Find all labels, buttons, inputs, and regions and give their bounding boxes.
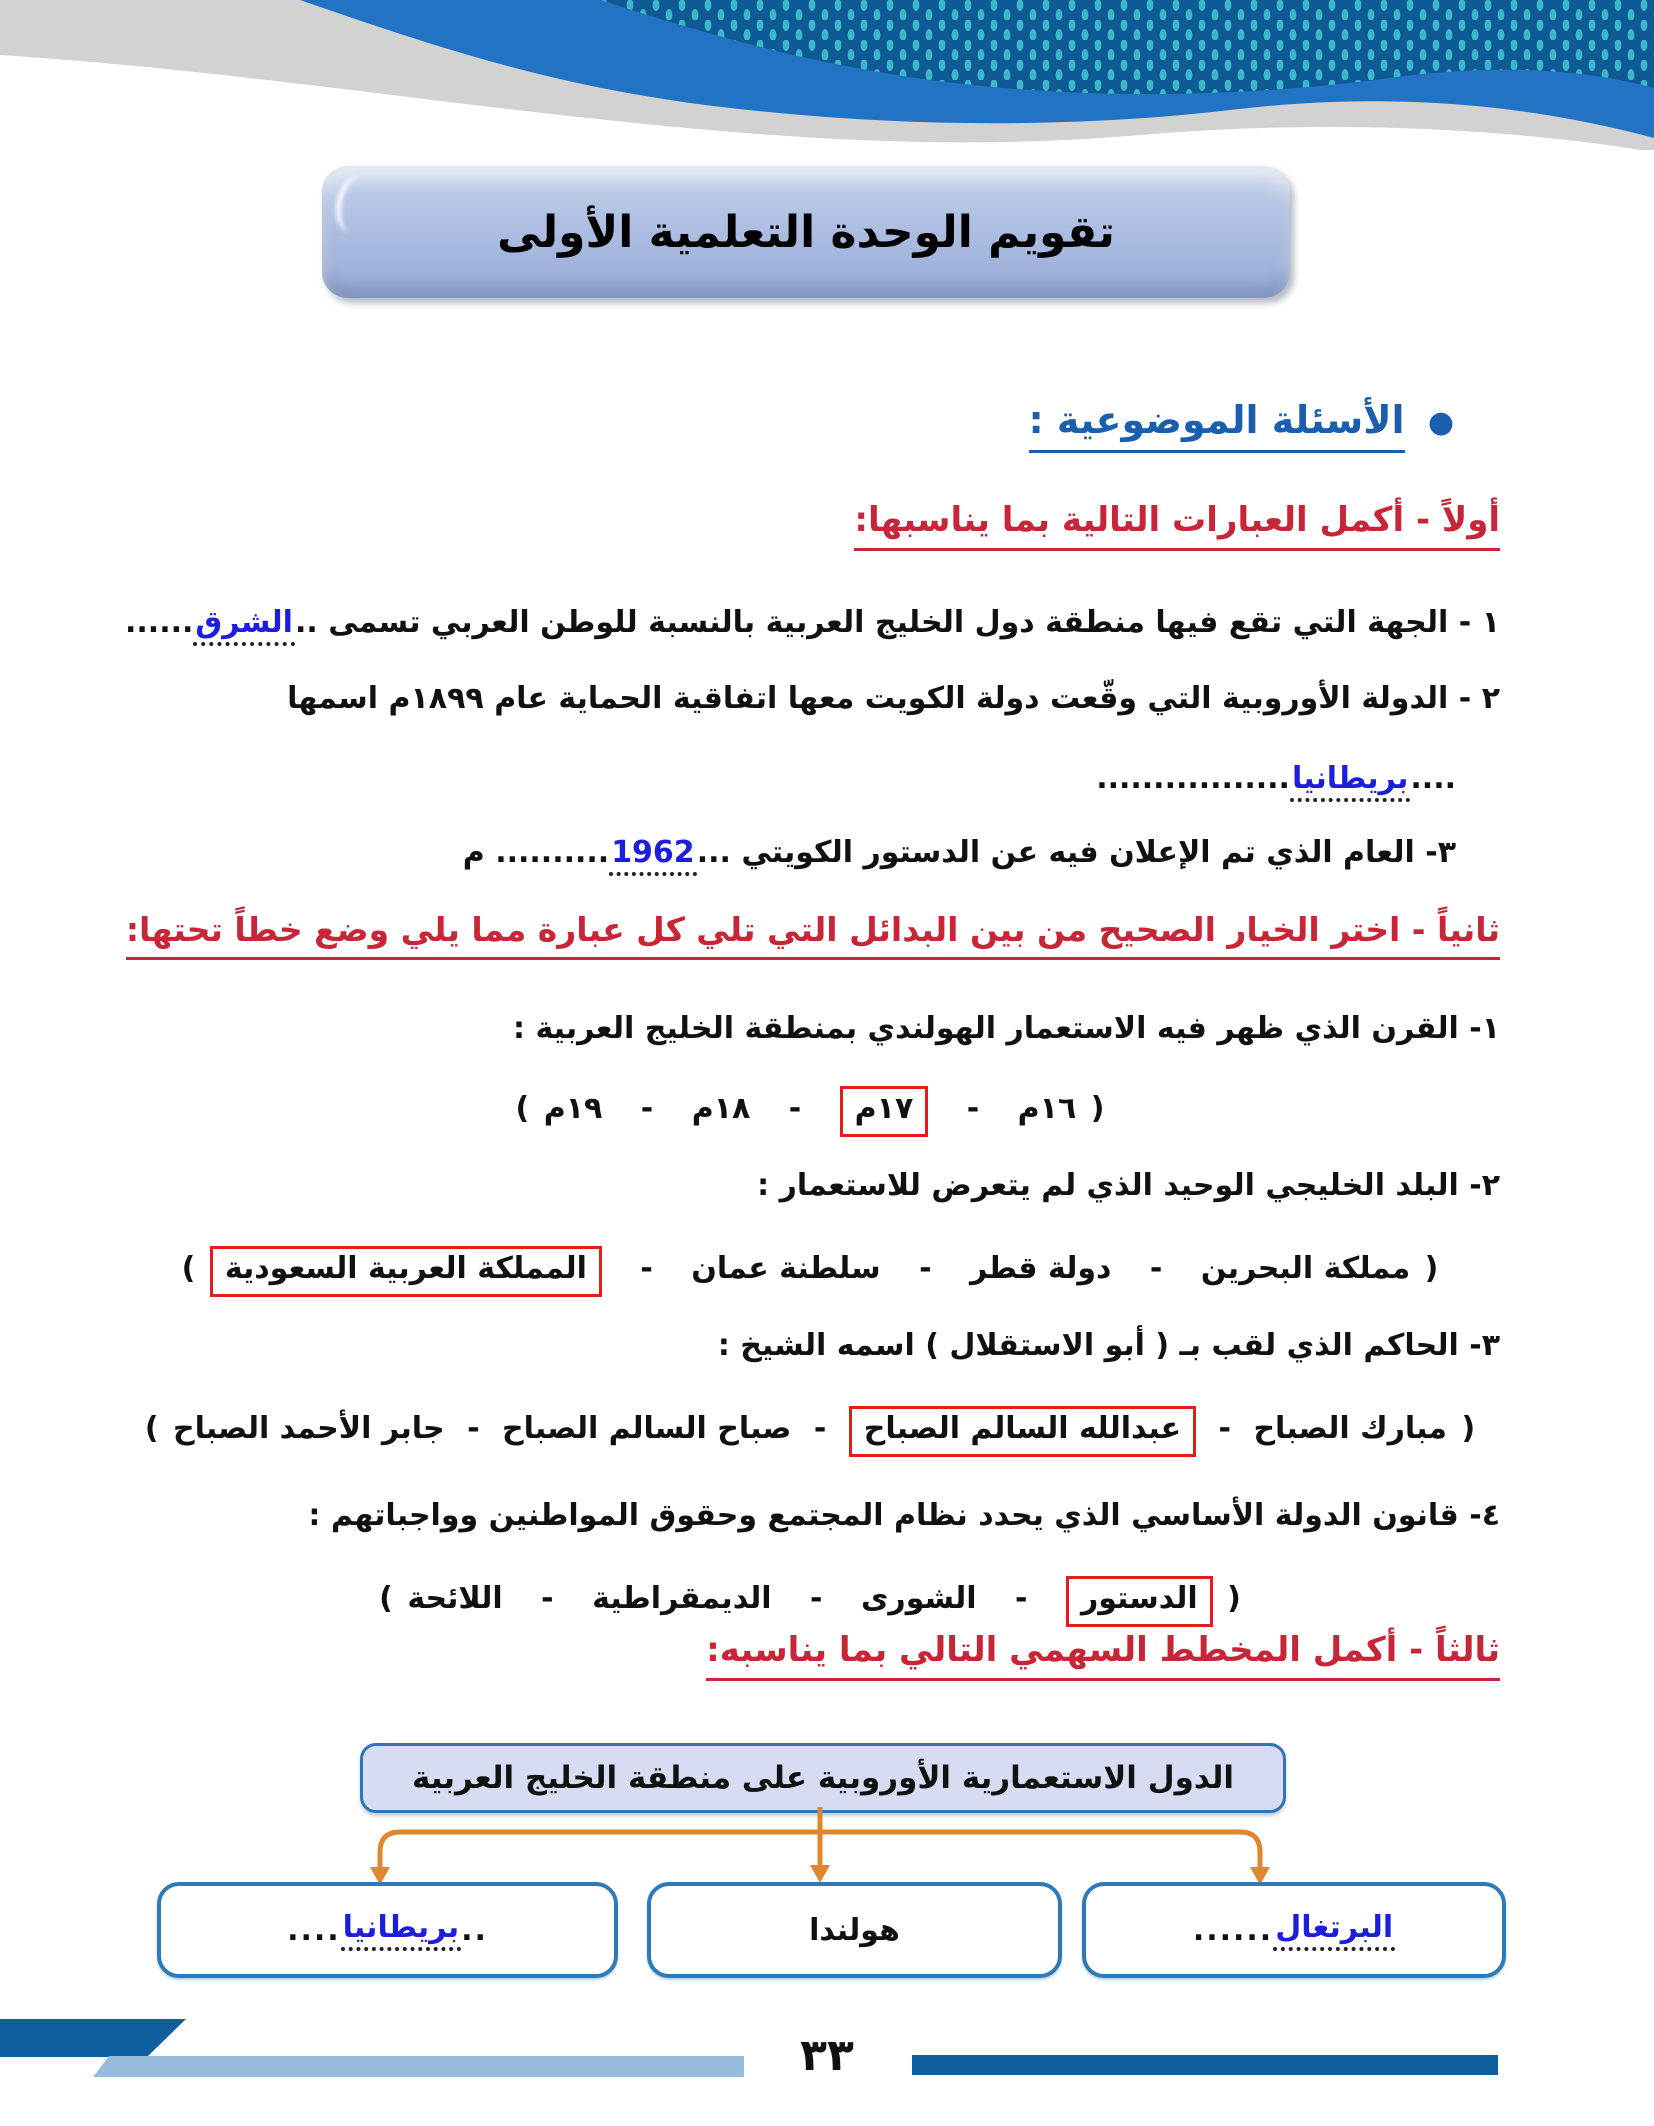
mcq-2-options — [120, 1238, 1500, 1300]
mcq-1-option: ١٩م — [543, 1091, 603, 1126]
section-two-heading: ثانياً - اختر الخيار الصحيح من بين البدائل التي تلي كل عبارة مما يلي وضع خطاً تحتها: — [126, 910, 1500, 949]
dots-leader: .. — [461, 1912, 488, 1948]
close-paren: ) — [379, 1581, 393, 1616]
close-paren: ) — [181, 1251, 196, 1286]
answer-blank-east: الشرق — [193, 605, 295, 646]
question-2-text: ٢ - الدولة الأوروبية التي وقّعت دولة الكويت معها اتفاقية الحماية عام ١٨٩٩م اسمها — [287, 681, 1500, 716]
answer-blank-britain-node: بريطانيا — [341, 1910, 461, 1951]
header-wave-decoration — [0, 0, 1654, 160]
mcq-2 — [120, 1155, 1500, 1217]
mcq-1-option: ١٦م — [1017, 1091, 1077, 1126]
question-2 — [120, 668, 1500, 730]
question-1 — [120, 592, 1500, 654]
page-number: ٣٣ — [800, 2030, 854, 2081]
option-separator: - — [1015, 1581, 1028, 1616]
mcq-3-correct-option: عبدالله السالم الصباح — [849, 1406, 1196, 1457]
option-separator: - — [919, 1251, 932, 1286]
dots-leader: .... — [287, 1912, 341, 1948]
dots-leader: ...... — [125, 605, 194, 640]
dots-leader: .......... — [495, 835, 610, 870]
mcq-3-option: مبارك الصباح — [1253, 1411, 1447, 1446]
mcq-2-option: دولة قطر — [969, 1251, 1112, 1286]
mcq-4 — [120, 1485, 1500, 1547]
flowchart-root-label: الدول الاستعمارية الأوروبية على منطقة الخليج العربية — [411, 1760, 1235, 1796]
unit-title: تقويم الوحدة التعلمية الأولى — [497, 206, 1115, 258]
dots-leader: .. — [294, 605, 318, 640]
mcq-4-option: اللائحة — [407, 1581, 503, 1616]
mcq-1 — [120, 998, 1500, 1060]
mcq-4-correct-option: الدستور — [1066, 1576, 1213, 1627]
flowchart-root-box — [360, 1743, 1286, 1813]
flowchart-node-holland — [647, 1882, 1062, 1978]
mcq-4-text: ٤- قانون الدولة الأساسي الذي يحدد نظام المجتمع وحقوق المواطنين وواجباتهم : — [308, 1498, 1500, 1533]
question-1-text: ١ - الجهة التي تقع فيها منطقة دول الخليج العربية بالنسبة للوطن العربي تسمى — [328, 605, 1500, 640]
dots-leader: ...... — [1192, 1912, 1274, 1948]
open-paren: ( — [1090, 1091, 1105, 1126]
section-one-heading: أولاً - أكمل العبارات التالية بما يناسبها: — [854, 500, 1500, 540]
mcq-3-option: صباح السالم الصباح — [502, 1411, 792, 1446]
flowchart-node-britain — [157, 1882, 618, 1978]
mcq-3-option: جابر الأحمد الصباح — [173, 1411, 445, 1446]
mcq-3-options — [120, 1398, 1500, 1460]
option-separator: - — [788, 1091, 802, 1126]
option-separator: - — [810, 1581, 823, 1616]
footer-dark-bar — [912, 2055, 1498, 2075]
open-paren: ( — [1227, 1581, 1241, 1616]
option-separator: - — [467, 1411, 480, 1446]
close-paren: ) — [144, 1411, 159, 1446]
bullet-icon: ● — [1427, 405, 1454, 440]
mcq-2-correct-option: المملكة العربية السعودية — [210, 1246, 602, 1297]
mcq-2-text: ٢- البلد الخليجي الوحيد الذي لم يتعرض للاستعمار : — [757, 1168, 1500, 1203]
mcq-1-correct-option: ١٧م — [840, 1086, 929, 1137]
mcq-4-options — [120, 1568, 1500, 1630]
question-2-answer-line — [120, 748, 1456, 810]
mcq-2-option: مملكة البحرين — [1200, 1251, 1411, 1286]
mcq-4-option: الديمقراطية — [592, 1581, 772, 1616]
flowchart-node-portugal — [1082, 1882, 1506, 1978]
answer-blank-portugal: البرتغال — [1273, 1910, 1395, 1951]
question-3-text: ٣- العام الذي تم الإعلان فيه عن الدستور الكويتي — [741, 835, 1456, 870]
option-separator: - — [1218, 1411, 1231, 1446]
node-holland-label: هولندا — [809, 1912, 900, 1948]
option-separator: - — [966, 1091, 980, 1126]
answer-blank-1962: 1962 — [609, 835, 697, 876]
open-paren: ( — [1461, 1411, 1476, 1446]
objective-questions-label: الأسئلة الموضوعية : — [1029, 398, 1405, 453]
open-paren: ( — [1424, 1251, 1439, 1286]
question-3 — [120, 822, 1456, 884]
close-paren: ) — [515, 1091, 530, 1126]
section-three-heading: ثالثاً - أكمل المخطط السهمي التالي بما يناسبه: — [706, 1630, 1500, 1670]
question-3-suffix: م — [462, 835, 485, 870]
mcq-3 — [120, 1315, 1500, 1377]
objective-questions-heading — [1029, 398, 1455, 442]
unit-title-box — [322, 166, 1290, 298]
mcq-3-text: ٣- الحاكم الذي لقب بـ ( أبو الاستقلال ) اسمه الشيخ : — [717, 1328, 1500, 1363]
option-separator: - — [813, 1411, 827, 1446]
mcq-2-option: سلطنة عمان — [691, 1251, 881, 1286]
mcq-1-options — [120, 1078, 1500, 1140]
option-separator: - — [640, 1251, 653, 1286]
answer-blank-britain: بريطانيا — [1290, 761, 1410, 802]
footer-light-bar — [79, 2056, 744, 2077]
dots-leader: ................. — [1096, 761, 1290, 796]
flowchart-connector-arrows — [340, 1807, 1280, 1892]
option-separator: - — [640, 1091, 654, 1126]
footer-dark-parallelogram — [0, 2019, 186, 2057]
dots-leader: ... — [696, 835, 731, 870]
mcq-1-option: ١٨م — [691, 1091, 751, 1126]
dots-leader: .... — [1410, 761, 1456, 796]
option-separator: - — [1149, 1251, 1163, 1286]
mcq-1-text: ١- القرن الذي ظهر فيه الاستعمار الهولندي بمنطقة الخليج العربية : — [513, 1011, 1500, 1046]
mcq-4-option: الشورى — [860, 1581, 977, 1616]
option-separator: - — [541, 1581, 554, 1616]
